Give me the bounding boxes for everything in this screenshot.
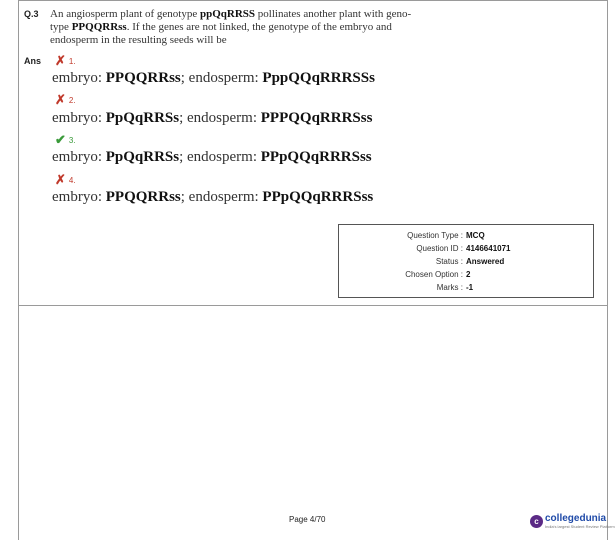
question-text: An angiosperm plant of genotype ppQqRRSS pollinates another plant with geno- type PPQQRRss. If the genes are not linked, the genotype of the embryo and endosperm in the resulting seeds will be (50, 8, 412, 46)
option-2-header (55, 94, 76, 106)
logo-badge-icon: c (530, 515, 543, 528)
info-row-question-id: Question ID : 4146641071 (416, 244, 511, 253)
option-3-text: embryo: PpQqRRSs; endosperm: PPpQQqRRRSss (52, 149, 372, 165)
check-icon: ✔ (55, 132, 66, 147)
option-number: 2. (68, 95, 76, 105)
cross-icon: ✗ (55, 92, 66, 107)
logo-tagline: India's largest Student Review Platform (545, 524, 615, 529)
answer-label: Ans (24, 56, 42, 66)
info-row-chosen-option: Chosen Option : 2 (405, 270, 471, 279)
genotype-2: PPQQRRss (71, 21, 127, 33)
option-1-header (55, 55, 76, 67)
collegedunia-logo (530, 514, 615, 529)
info-row-question-type: Question Type : MCQ (407, 231, 485, 240)
option-4-header (55, 174, 76, 186)
question-bottom-border (18, 305, 607, 306)
option-number: 1. (68, 56, 76, 66)
genotype-1: ppQqRRSS (200, 8, 256, 20)
option-2-text: embryo: PpQqRRSs; endosperm: PPPQQqRRRSss (52, 110, 373, 126)
page-number: Page 4/70 (289, 515, 326, 524)
option-4-text: embryo: PPQQRRss; endosperm: PPpQQqRRRSss (52, 189, 374, 205)
top-border (18, 0, 607, 1)
cross-icon: ✗ (55, 53, 66, 68)
info-row-status: Status : Answered (435, 257, 505, 266)
info-row-marks: Marks : -1 (436, 283, 474, 292)
cross-icon: ✗ (55, 172, 66, 187)
option-3-header (55, 134, 76, 146)
option-1-text: embryo: PPQQRRss; endosperm: PppQQqRRRSSs (52, 70, 375, 86)
question-number: Q.3 (24, 9, 39, 19)
option-number: 4. (68, 175, 76, 185)
question-info-box (338, 224, 594, 298)
option-number: 3. (68, 135, 76, 145)
logo-brand: collegedunia (545, 513, 607, 524)
